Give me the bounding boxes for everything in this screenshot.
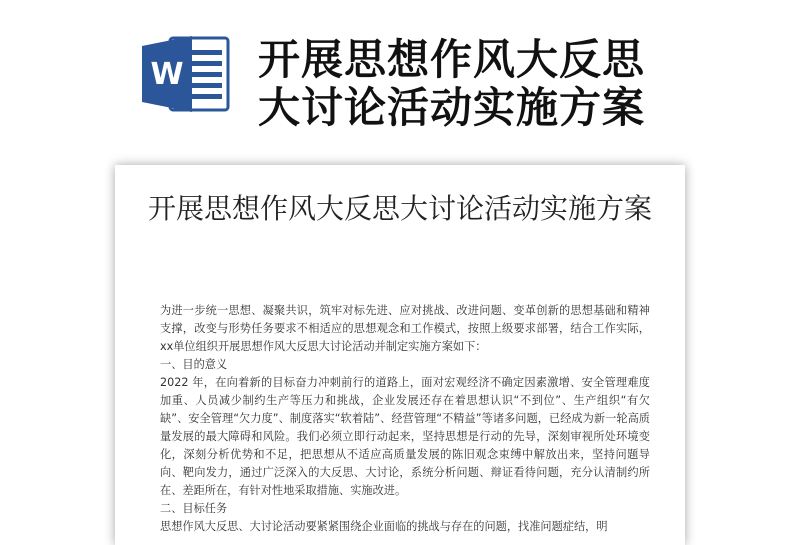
heading-purpose: 一、目的意义 (160, 358, 228, 371)
heading-goals: 二、目标任务 (160, 502, 228, 515)
document-title: 开展思想作风大反思大讨论活动实施方案 (147, 192, 652, 225)
banner (0, 0, 800, 150)
paragraph-goals: 思想作风大反思、大讨论活动要紧紧围绕企业面临的挑战与存在的问题，找准问题症结，明 (160, 520, 608, 533)
document-page (115, 165, 685, 545)
document-body (160, 302, 650, 536)
word-document-icon (140, 34, 232, 114)
banner-title: 开展思想作风大反思大讨论活动实施方案 (258, 35, 646, 132)
paragraph-purpose: 2022 年，在向着新的目标奋力冲刺前行的道路上，面对宏观经济不确定因素激增、安全管理难度加重、人员减少制约生产等压力和挑战，企业发展还存在着思想认识“不到位”、生产组织“有欠缺”、安全管理“欠力度”、制度落实“软着陆”、经营管理“不精益”等诸多问题，已经成为新一轮高质量发展的最大障碍和风险。我们必须立即行动起来，坚持思想是行动的先导，深刻审视所处环境变化，深刻分析优势和不足，把思想从不适应高质量发展的陈旧观念束缚中解放出来，坚持问题导向、靶向发力，通过广泛深入的大反思、大讨论，系统分析问题、辩证看待问题，充分认清制约所在、差距所在，有针对性地采取措施、实施改进。 (160, 376, 650, 497)
svg-text:W: W (150, 57, 184, 92)
paragraph-intro: 为进一步统一思想、凝聚共识，筑牢对标先进、应对挑战、改进问题、变革创新的思想基础和精神支撑，改变与形势任务要求不相适应的思想观念和工作模式，按照上级要求部署，结合工作实际，xx单位组织开展思想作风大反思大讨论活动并制定实施方案如下： (160, 304, 650, 353)
